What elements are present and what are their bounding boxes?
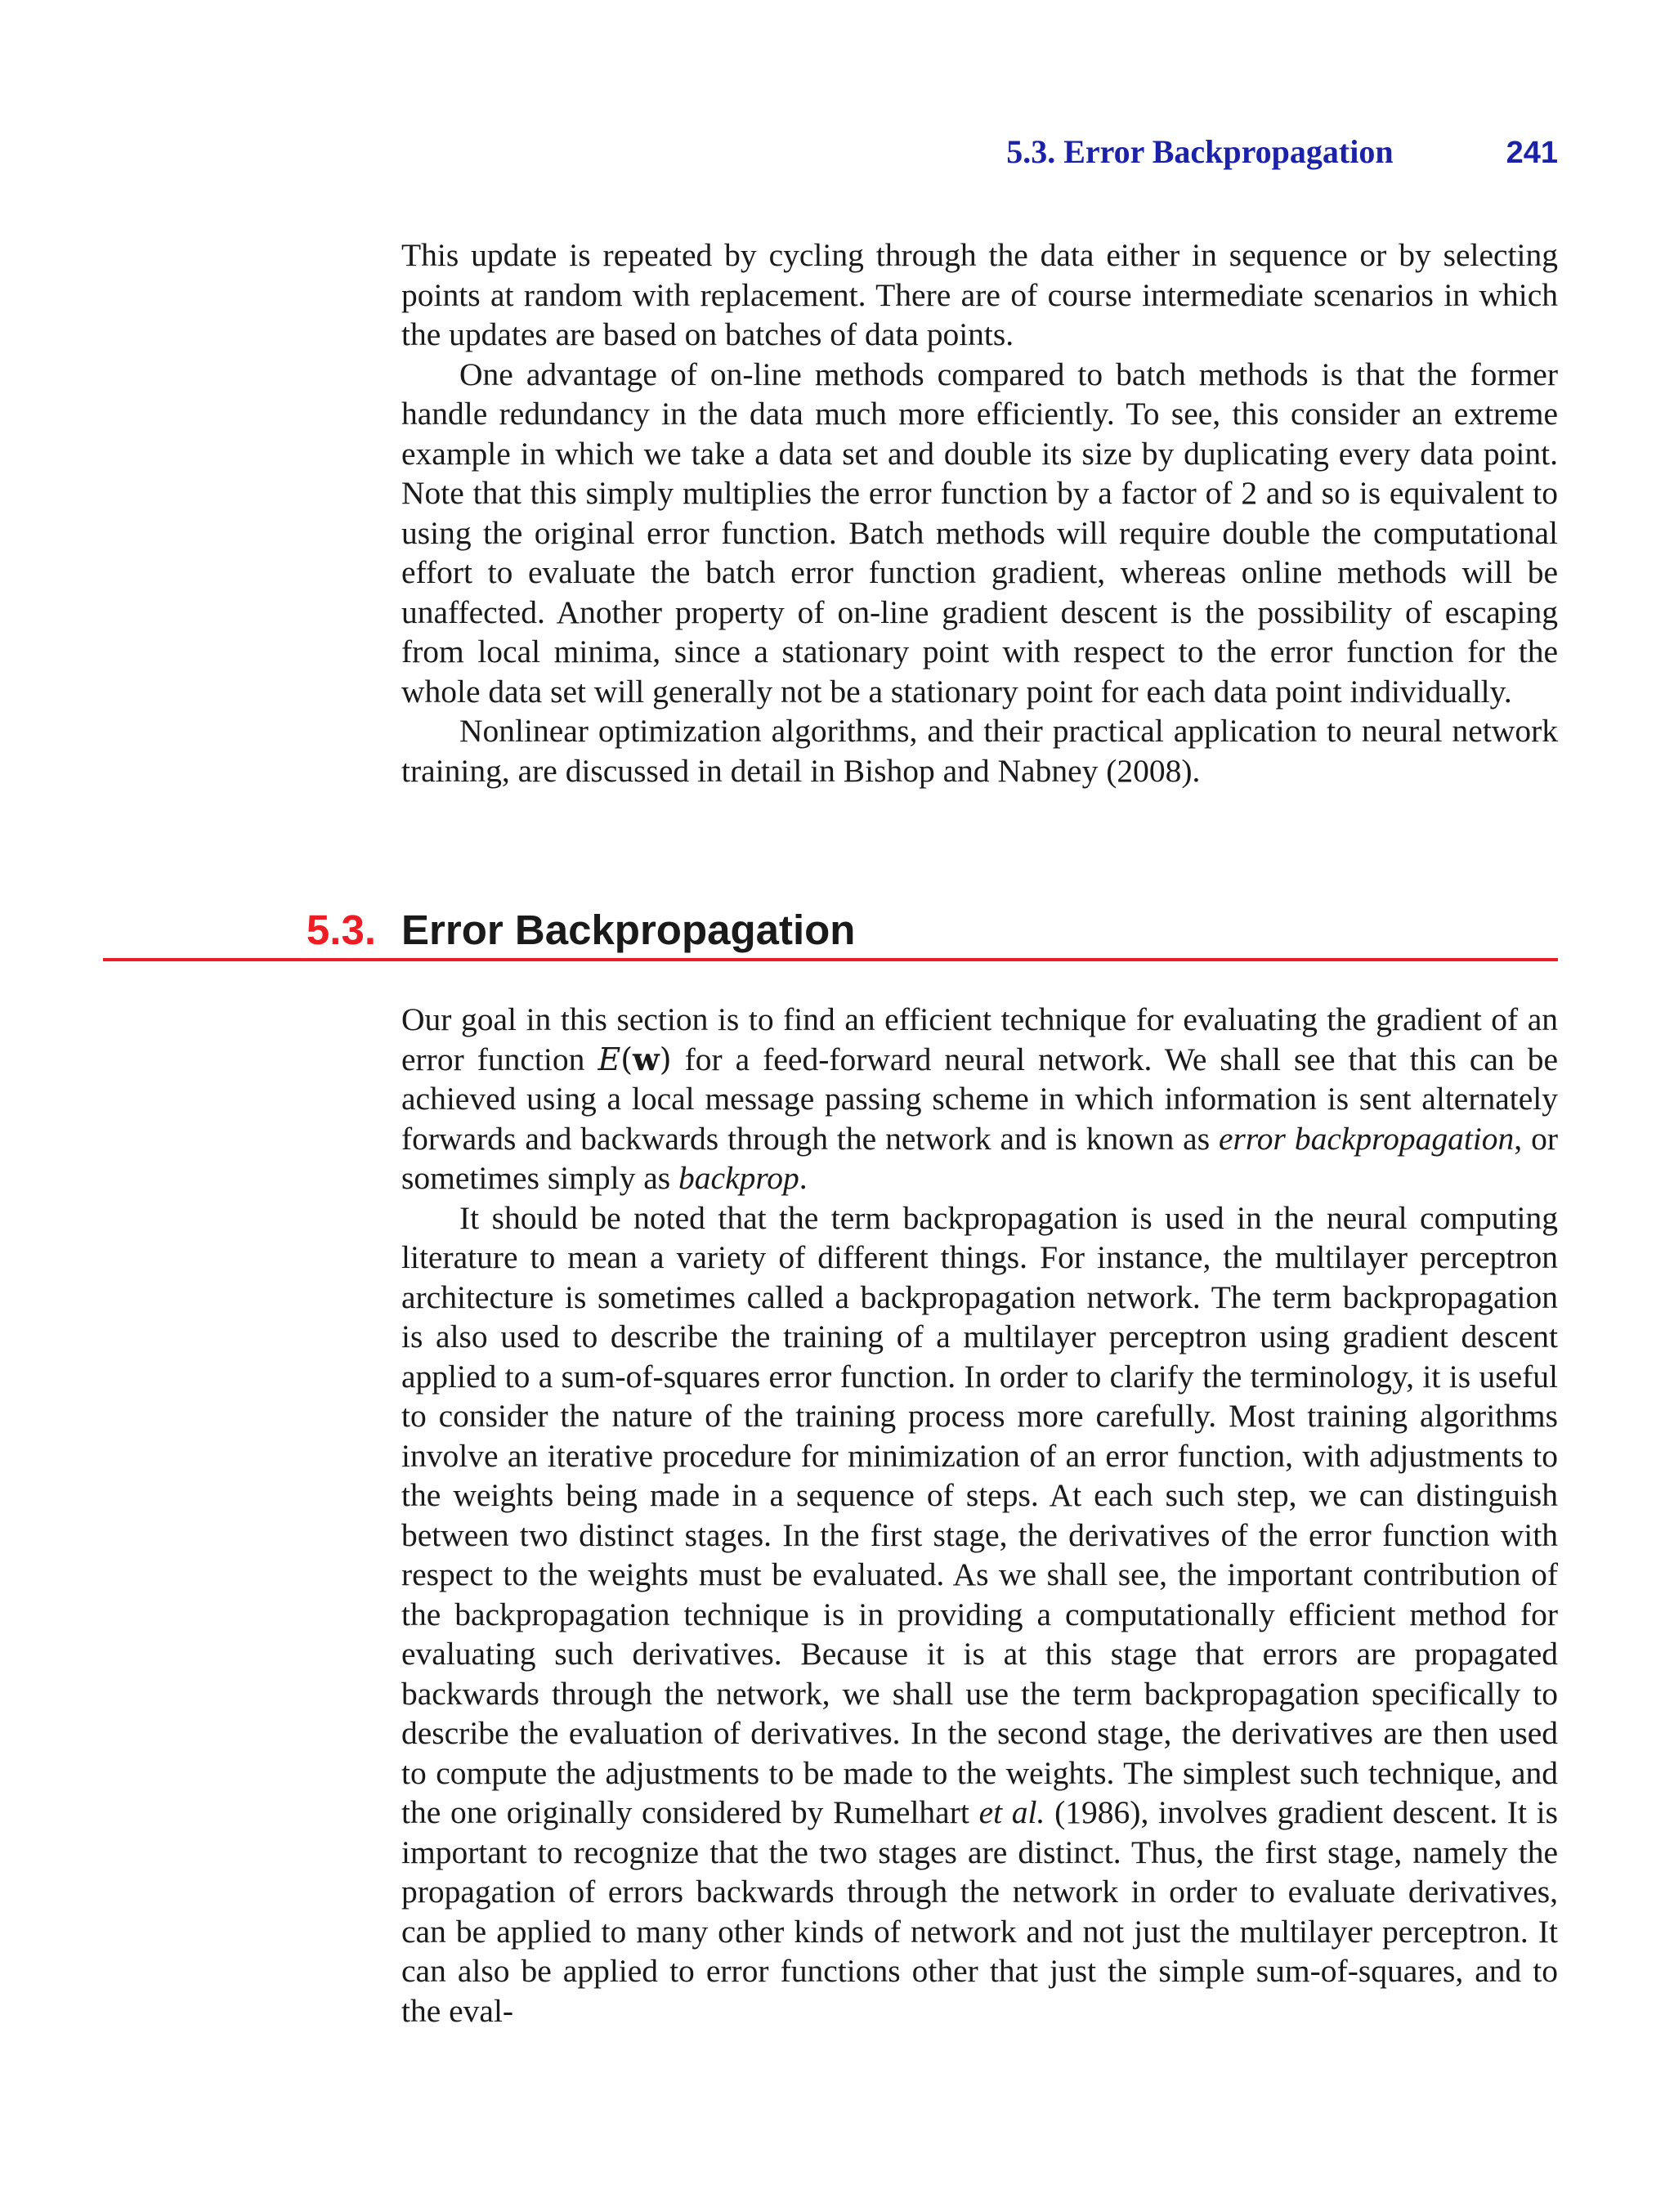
section-rule xyxy=(103,958,1558,961)
math-w: w xyxy=(633,1040,660,1077)
emphasis-error-backpropagation: error backpropagation xyxy=(1219,1120,1515,1157)
running-title: 5.3. Error Backpropagation xyxy=(1006,133,1394,170)
text-run: It should be noted that the term backpropagation is used in the neural computing literature to mean a variety of different things. For instance, the multilayer perceptron architecture is sometimes called a backpropagation network. The term backpropagation is also used to describe the training of a multilayer perceptron using gradient descent applied to a sum-of-squares error function. In order to clarify the terminology, it is useful to consider the nature of the training process more carefully. Most training algorithms involve an iterative procedure for minimization of an error function, with adjustments to the weights being made in a sequence of steps. At each such step, we can distinguish between two distinct stages. In the first stage, the derivatives of the error function with respect to the weights must be evaluated. As we shall see, the important contribution of the backpropagation technique is in providing a computationally efficient method for evaluating such derivatives. Because it is at this stage that errors are propagated backwards through the network, we shall use the term backpropagation specifically to describe the evaluation of derivatives. In the second stage, the derivatives are then used to compute the adjustments to be made to the weights. The simplest such technique, and the one originally considered by Rumelhart xyxy=(401,1199,1558,1830)
section-text-block xyxy=(401,1000,1558,2031)
text-run: (1986), involves gradient descent. It is important to recognize that the two stages are distinct. Thus, the first stage, namely the propagation of errors backwards through the network in order to evaluate derivatives, can be applied to many other kinds of network and not just the multilayer perceptron. It can also be applied to error functions other that just the simple sum-of-squares, and to the eval- xyxy=(401,1794,1558,2029)
math-paren-open: ( xyxy=(620,1041,633,1077)
intro-paragraph-2: One advantage of on-line methods compared to batch methods is that the former handle redundancy in the data much more efficiently. To see, this consider an extreme example in which we take a data set and double its size by duplicating every data point. Note that this simply multiplies the error function by a factor of 2 and so is equivalent to using the original error function. Batch methods will require double the computational effort to evaluate the batch error function gradient, whereas online methods will be unaffected. Another property of on-line gradient descent is the possibility of escaping from local minima, since a stationary point with respect to the error function for the whole data set will generally not be a stationary point for each data point individually. xyxy=(401,356,1558,710)
page-number: 241 xyxy=(1506,136,1558,170)
intro-paragraph-3: Nonlinear optimization algorithms, and their practical application to neural network training, are discussed in detail in Bishop and Nabney (2008). xyxy=(401,713,1558,789)
text-run: , or sometimes simply as xyxy=(401,1120,1558,1196)
text-run: Our goal in this section is to find an efficient technique for evaluating the gradient of an error function xyxy=(401,1001,1558,1077)
math-paren-close: ) xyxy=(659,1041,672,1077)
text-run: . xyxy=(799,1160,808,1196)
math-E: E xyxy=(598,1041,621,1077)
intro-paragraph-1: This update is repeated by cycling through the data either in sequence or by selecting points at random with replacement. There are of course intermediate scenarios in which the updates are based on batches of data points. xyxy=(401,237,1558,352)
section-title: Error Backpropagation xyxy=(401,907,856,953)
text-run: for a feed-forward neural network. We shall see that this can be achieved using a local message passing scheme in which information is sent alternately forwards and backwards through the network and is known as xyxy=(401,1041,1558,1157)
emphasis-backprop: backprop xyxy=(678,1160,799,1196)
running-header xyxy=(817,132,1558,172)
section-paragraph-1 xyxy=(401,1000,1558,1198)
intro-text-block xyxy=(401,235,1558,790)
section-number: 5.3. xyxy=(306,907,376,953)
section-paragraph-2 xyxy=(401,1198,1558,2031)
emphasis-et-al: et al. xyxy=(978,1794,1045,1830)
